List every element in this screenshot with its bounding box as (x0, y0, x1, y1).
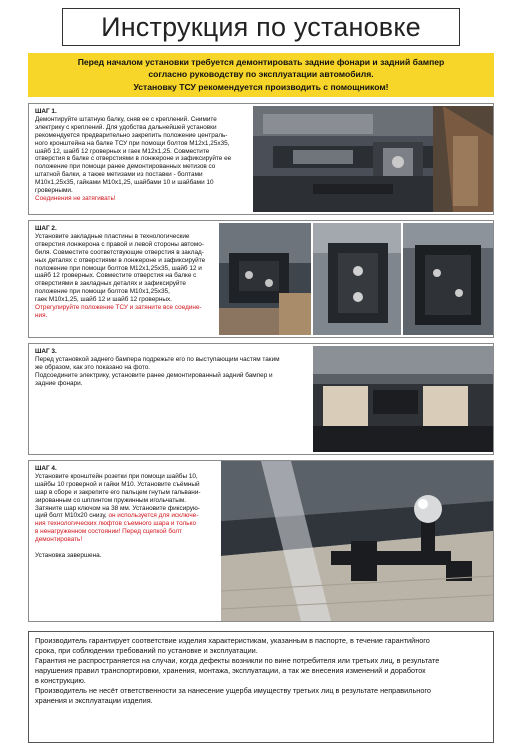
step-2-warning: Отрегулируйте положение ТСУ и затяните все соедине- (35, 304, 202, 312)
page-title: Инструкция по установке (62, 8, 460, 46)
step-4-photo (221, 461, 493, 621)
warning-line-3: Установку ТСУ рекомендуется производить с помощником! (133, 81, 389, 92)
step-4-panel (28, 460, 494, 622)
step-4-warning: он используется для исключе- (108, 512, 199, 520)
step-1-panel (28, 103, 494, 215)
step-4-title: ШАГ 4. (35, 465, 57, 472)
step-4-text: ШАГ 4. Установите кронштейн розетки при помощи шайбы 10, шайбы 10 гроверной и гайки М10. Установите съёмный шар в сборе и закрепите его пальцем гнутым гальвани- зированным со шплинтом пружинным игольчатым. Затяните шар ключом на 38 мм. Установите фиксирую- щий болт М10х20 снизу, он используется для исключе- ния технологических люфтов съемного шара и только в ненагруженном состоянии! Перед сцепкой болт демонтировать! Установка завершена. (35, 465, 221, 560)
warning-banner (28, 53, 494, 97)
step-2-panel (28, 220, 494, 338)
step-4-done: Установка завершена. (35, 552, 102, 560)
step-1-text: ШАГ 1. Демонтируйте штатную балку, сняв ее с креплений. Снимите электрику с креплений. Для удобства дальнейшей установки рекомендуется предварительно закрепить положение централь- ного кронштейна на балке ТСУ при помощи болтов М12х1,25х35, шайб 12, шайб 12 гроверных и гаек М12х1,25. Совместите отверстия в балке с отверстиями в лонжероне и зафиксируйте ее положение при помощи ранее демонтированных метизов со штатной балки, а также метизами из поставки - болтами М10х1,25х35, гайками М10х1,25, шайбами 10 и шайбами 10 гроверными. Соединения не затягивать! (35, 108, 253, 203)
step-3-photo (313, 346, 493, 452)
step-1-photo (253, 106, 493, 212)
step-2-photo-3 (403, 223, 493, 335)
step-2-photo-1 (219, 223, 311, 335)
step-3-title: ШАГ 3. (35, 348, 57, 355)
step-2-title: ШАГ 2. (35, 225, 57, 232)
step-3-text: ШАГ 3. Перед установкой заднего бампера подрежьте его по выступающим частям таким же образом, как это показано на фото. Подсоедините электрику, установите ранее демонтированный задний бампер и задние фонари. (35, 348, 305, 388)
warranty-text-box: Производитель гарантирует соответствие изделия характеристикам, указанным в паспорте, в течение гарантийного срока, при соблюдении требований по установке и эксплуатации. Гарантия не распространяется на случаи, когда дефекты возникли по вине потребителя или третьих лиц, в результате нарушения правил транспортировки, хранения, монтажа, эксплуатации, а так же внесения изменений и доработок в конструкцию. Производитель не несёт ответственности за нанесение ущерба имуществу третьих лиц в результате неправильного хранения и эксплуатации изделия. (28, 631, 494, 743)
warning-line-2: согласно руководству по эксплуатации автомобиля. (148, 69, 374, 80)
step-2-text: ШАГ 2. Установите закладные пластины в технологические отверстия лонжерона с правой и левой стороны автомо- биля. Совместите соответствующие отверстия в заклад- ных деталях с отверстиями в лонжероне и зафиксируйте положение при помощи болтов М12х1,25х35, шайб 12 и шайб 12 гроверных. Совместите отверстия на балке с отверстиями в закладных деталях и зафиксируйте положение при помощи болтов М10х1,25х35, гаек М10х1,25, шайб 12 и шайб 12 гроверных. Отрегулируйте положение ТСУ и затяните все соедине- ния. (35, 225, 221, 320)
step-2-photo-2 (313, 223, 401, 335)
step-1-warning: Соединения не затягивать! (35, 194, 116, 202)
step-3-panel (28, 343, 494, 455)
warning-line-1: Перед началом установки требуется демонтировать задние фонари и задний бампер (77, 57, 445, 67)
step-1-title: ШАГ 1. (35, 108, 57, 115)
